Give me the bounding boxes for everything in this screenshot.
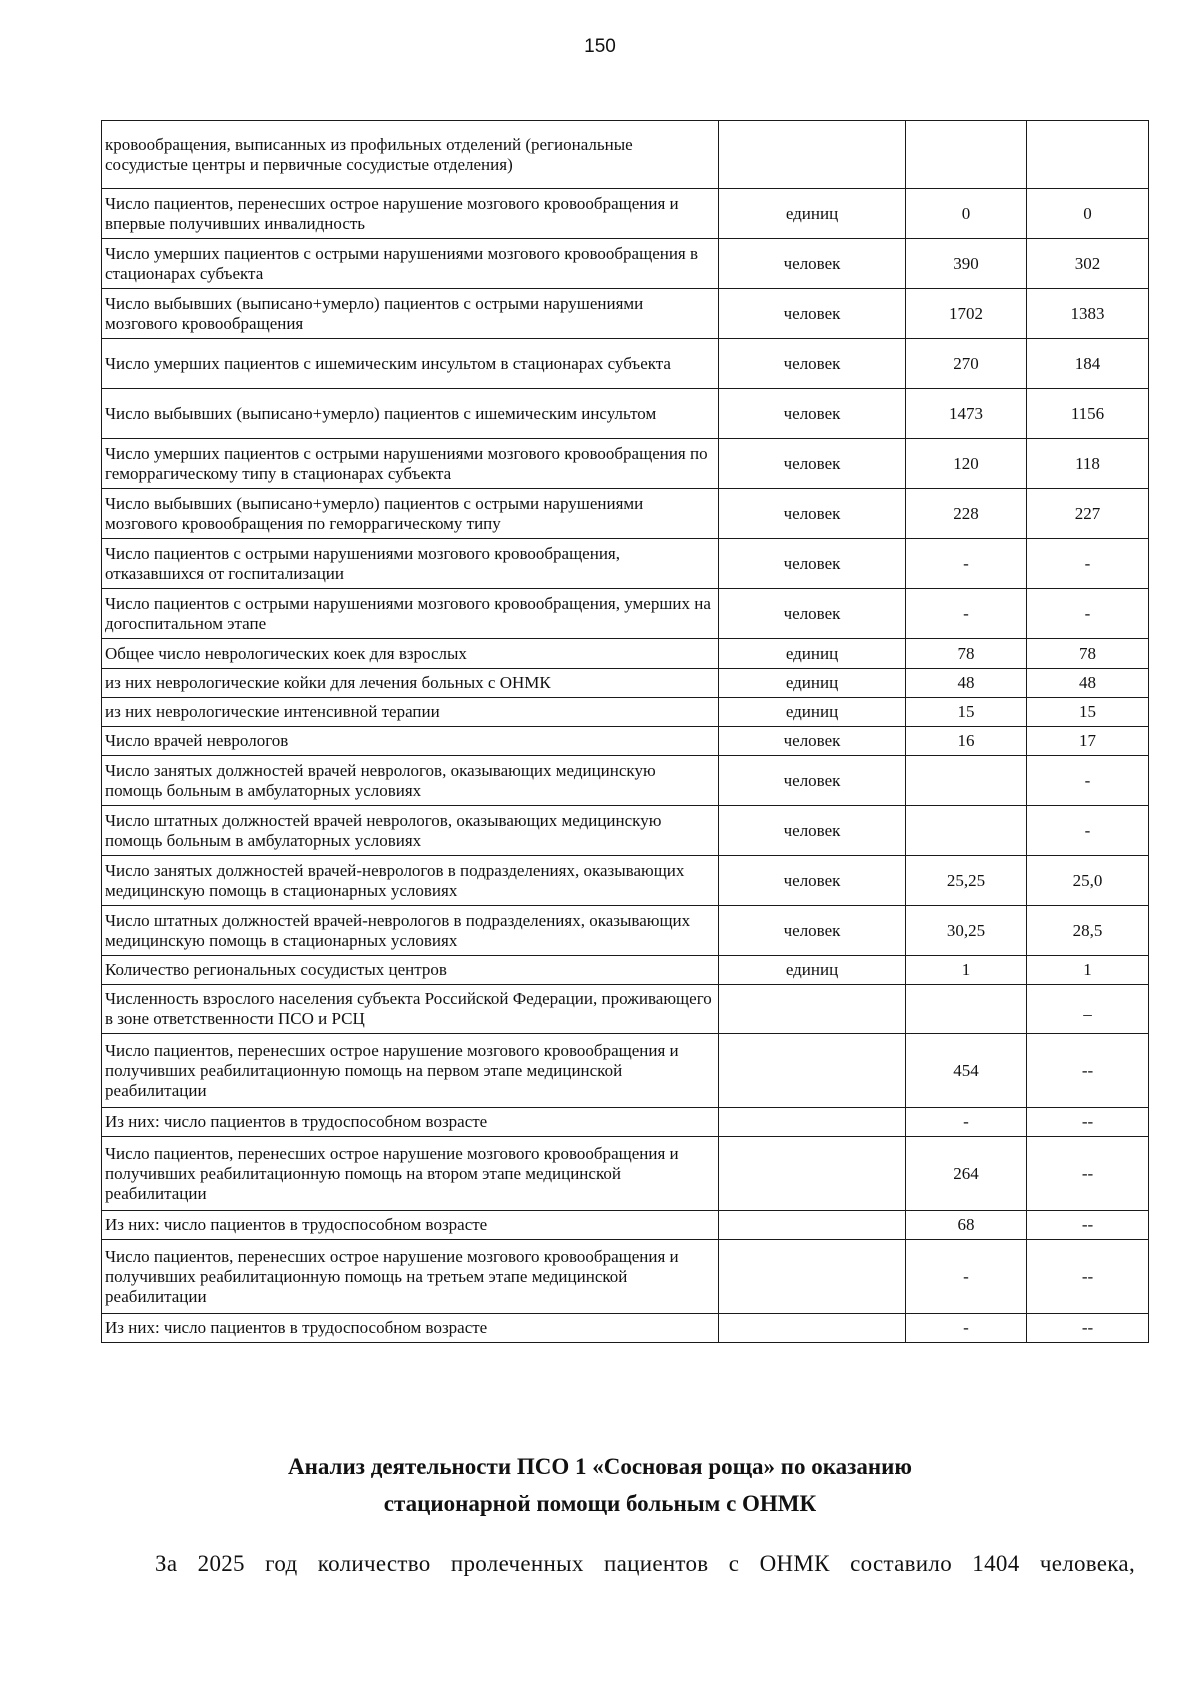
row-value-1: 1 (906, 956, 1027, 985)
row-value-2: -- (1027, 1240, 1149, 1314)
row-label: Число занятых должностей врачей неврологов, оказывающих медицинскую помощь больным в амбулаторных условиях (102, 756, 719, 806)
row-value-1: 48 (906, 669, 1027, 698)
row-unit (719, 121, 906, 189)
table-row (102, 698, 1149, 727)
row-label: Число выбывших (выписано+умерло) пациентов с ишемическим инсультом (102, 389, 719, 439)
row-value-1 (906, 985, 1027, 1034)
row-value-2: -- (1027, 1108, 1149, 1137)
row-value-2: - (1027, 806, 1149, 856)
table-row (102, 956, 1149, 985)
row-value-2: 48 (1027, 669, 1149, 698)
row-value-1: 454 (906, 1034, 1027, 1108)
row-label: Количество региональных сосудистых центров (102, 956, 719, 985)
row-unit: человек (719, 489, 906, 539)
row-value-1: 0 (906, 189, 1027, 239)
table-row (102, 1314, 1149, 1343)
row-value-1: - (906, 589, 1027, 639)
row-label: Число занятых должностей врачей-неврологов в подразделениях, оказывающих медицинскую помощь в стационарных условиях (102, 856, 719, 906)
row-value-2: - (1027, 589, 1149, 639)
row-unit: человек (719, 756, 906, 806)
table-row (102, 1108, 1149, 1137)
row-unit: человек (719, 289, 906, 339)
row-value-2: 184 (1027, 339, 1149, 389)
row-value-2: 1 (1027, 956, 1149, 985)
row-value-1: 15 (906, 698, 1027, 727)
row-label: Численность взрослого населения субъекта Российской Федерации, проживающего в зоне ответственности ПСО и РСЦ (102, 985, 719, 1034)
row-value-2: 0 (1027, 189, 1149, 239)
row-value-2: 78 (1027, 639, 1149, 669)
row-unit: человек (719, 906, 906, 956)
table-row (102, 985, 1149, 1034)
row-unit (719, 1314, 906, 1343)
row-value-2: 17 (1027, 727, 1149, 756)
body-paragraph: За 2025 год количество пролеченных пациентов с ОНМК составило 1404 человека, (155, 1551, 1135, 1576)
row-value-1: 270 (906, 339, 1027, 389)
row-value-2: -- (1027, 1314, 1149, 1343)
row-label: Общее число неврологических коек для взрослых (102, 639, 719, 669)
table-row (102, 1137, 1149, 1211)
row-unit (719, 1211, 906, 1240)
row-value-2: 302 (1027, 239, 1149, 289)
row-value-1: 30,25 (906, 906, 1027, 956)
row-value-2: -- (1027, 1211, 1149, 1240)
row-value-1: 228 (906, 489, 1027, 539)
row-label: Число выбывших (выписано+умерло) пациентов с острыми нарушениями мозгового кровообращения по геморрагическому типу (102, 489, 719, 539)
row-value-2: 227 (1027, 489, 1149, 539)
page-number: 150 (584, 36, 616, 57)
table-row (102, 439, 1149, 489)
row-value-1: 264 (906, 1137, 1027, 1211)
row-label: из них неврологические койки для лечения больных с ОНМК (102, 669, 719, 698)
section-heading-line-1: Анализ деятельности ПСО 1 «Сосновая роща» по оказанию (287, 1454, 913, 1479)
table-row (102, 806, 1149, 856)
row-label: Число штатных должностей врачей неврологов, оказывающих медицинскую помощь больным в амбулаторных условиях (102, 806, 719, 856)
row-unit: человек (719, 389, 906, 439)
row-value-1 (906, 121, 1027, 189)
table-row (102, 906, 1149, 956)
row-value-2 (1027, 121, 1149, 189)
row-value-1 (906, 806, 1027, 856)
row-unit: человек (719, 856, 906, 906)
table-row (102, 1211, 1149, 1240)
row-value-1: - (906, 1314, 1027, 1343)
row-value-2: 1156 (1027, 389, 1149, 439)
row-label: Число умерших пациентов с ишемическим инсультом в стационарах субъекта (102, 339, 719, 389)
row-unit: человек (719, 339, 906, 389)
row-unit (719, 985, 906, 1034)
table-row (102, 489, 1149, 539)
row-value-1: 1702 (906, 289, 1027, 339)
section-heading (0, 1448, 1200, 1522)
table-row (102, 727, 1149, 756)
table-row (102, 1240, 1149, 1314)
row-value-2: 25,0 (1027, 856, 1149, 906)
table-row (102, 669, 1149, 698)
row-label: Число пациентов с острыми нарушениями мозгового кровообращения, отказавшихся от госпитализации (102, 539, 719, 589)
row-value-2: 28,5 (1027, 906, 1149, 956)
table-row (102, 121, 1149, 189)
row-unit: единиц (719, 669, 906, 698)
row-label: Число штатных должностей врачей-неврологов в подразделениях, оказывающих медицинскую помощь в стационарных условиях (102, 906, 719, 956)
table-row (102, 856, 1149, 906)
table-row (102, 189, 1149, 239)
table-row (102, 589, 1149, 639)
row-label: Число врачей неврологов (102, 727, 719, 756)
row-label: из них неврологические интенсивной терапии (102, 698, 719, 727)
row-label: Число умерших пациентов с острыми нарушениями мозгового кровообращения в стационарах субъекта (102, 239, 719, 289)
table-row (102, 539, 1149, 589)
row-label: Число умерших пациентов с острыми нарушениями мозгового кровообращения по геморрагическому типу в стационарах субъекта (102, 439, 719, 489)
row-value-1: 78 (906, 639, 1027, 669)
row-unit: человек (719, 539, 906, 589)
row-unit (719, 1034, 906, 1108)
statistics-table (101, 120, 1149, 1343)
row-value-2: 15 (1027, 698, 1149, 727)
section-heading-line-2: стационарной помощи больным с ОНМК (383, 1491, 817, 1516)
row-unit (719, 1240, 906, 1314)
row-value-1 (906, 756, 1027, 806)
row-value-2: - (1027, 756, 1149, 806)
row-label: Из них: число пациентов в трудоспособном возрасте (102, 1314, 719, 1343)
row-value-2: 1383 (1027, 289, 1149, 339)
row-value-1: 68 (906, 1211, 1027, 1240)
row-unit: человек (719, 806, 906, 856)
row-label: Число пациентов, перенесших острое нарушение мозгового кровообращения и получивших реабилитационную помощь на третьем этапе медицинской реабилитации (102, 1240, 719, 1314)
row-label: Из них: число пациентов в трудоспособном возрасте (102, 1211, 719, 1240)
row-value-2: -- (1027, 1034, 1149, 1108)
row-unit: человек (719, 239, 906, 289)
row-value-2: 118 (1027, 439, 1149, 489)
row-value-1: - (906, 1108, 1027, 1137)
row-value-1: - (906, 539, 1027, 589)
row-unit (719, 1137, 906, 1211)
row-value-2: - (1027, 539, 1149, 589)
table-row (102, 289, 1149, 339)
row-value-1: 16 (906, 727, 1027, 756)
row-label: Число выбывших (выписано+умерло) пациентов с острыми нарушениями мозгового кровообращения (102, 289, 719, 339)
row-unit: человек (719, 727, 906, 756)
table-row (102, 756, 1149, 806)
row-unit: единиц (719, 189, 906, 239)
table-row (102, 1034, 1149, 1108)
row-unit: человек (719, 439, 906, 489)
row-value-2: -- (1027, 1137, 1149, 1211)
row-label: Число пациентов, перенесших острое нарушение мозгового кровообращения и впервые получивших инвалидность (102, 189, 719, 239)
row-value-1: 1473 (906, 389, 1027, 439)
row-label: Число пациентов с острыми нарушениями мозгового кровообращения, умерших на догоспитальном этапе (102, 589, 719, 639)
table-row (102, 639, 1149, 669)
row-unit: человек (719, 589, 906, 639)
row-value-1: - (906, 1240, 1027, 1314)
row-label: кровообращения, выписанных из профильных отделений (региональные сосудистые центры и первичные сосудистые отделения) (102, 121, 719, 189)
row-label: Из них: число пациентов в трудоспособном возрасте (102, 1108, 719, 1137)
row-label: Число пациентов, перенесших острое нарушение мозгового кровообращения и получивших реабилитационную помощь на первом этапе медицинской реабилитации (102, 1034, 719, 1108)
row-value-1: 390 (906, 239, 1027, 289)
table-row (102, 389, 1149, 439)
row-unit: единиц (719, 639, 906, 669)
row-value-2: _ (1027, 985, 1149, 1034)
row-unit: единиц (719, 956, 906, 985)
row-unit: единиц (719, 698, 906, 727)
row-value-1: 120 (906, 439, 1027, 489)
table-row (102, 239, 1149, 289)
row-value-1: 25,25 (906, 856, 1027, 906)
table-row (102, 339, 1149, 389)
row-label: Число пациентов, перенесших острое нарушение мозгового кровообращения и получивших реабилитационную помощь на втором этапе медицинской реабилитации (102, 1137, 719, 1211)
row-unit (719, 1108, 906, 1137)
